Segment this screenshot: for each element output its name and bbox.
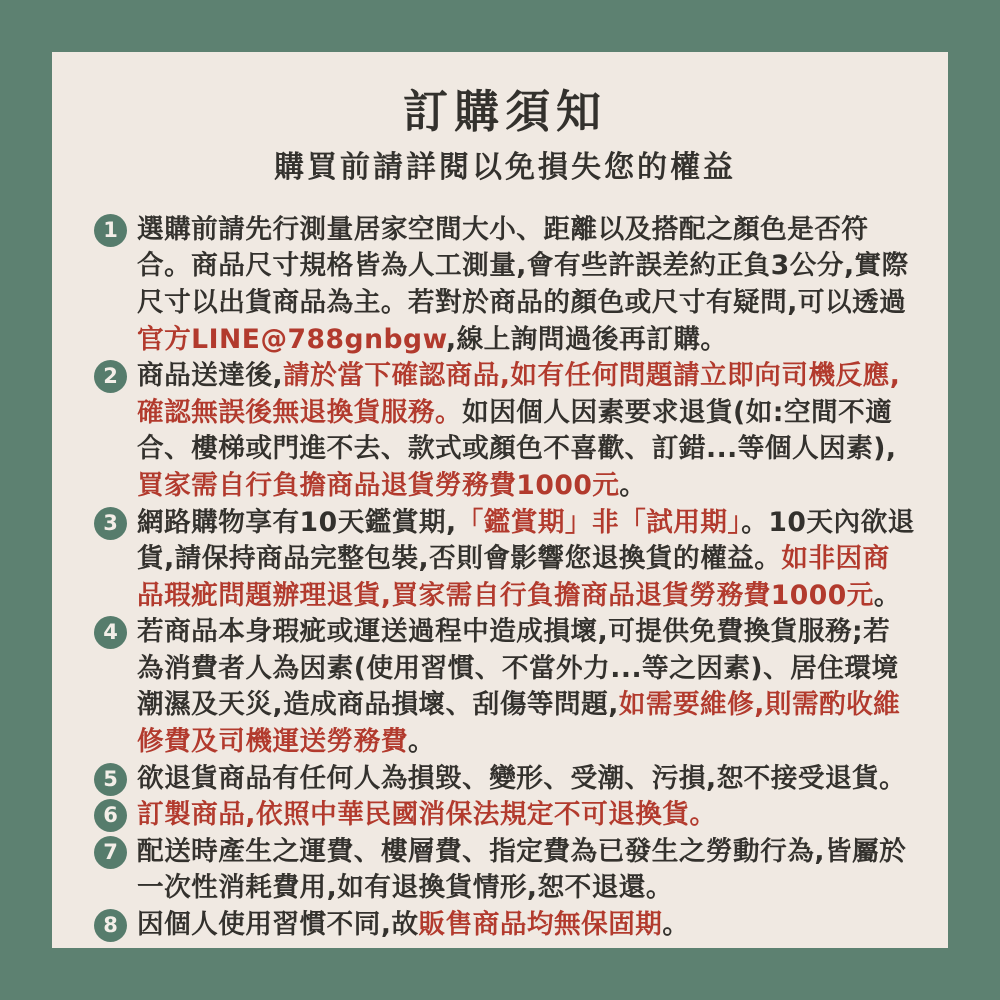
text-segment-red: 如非因商品瑕疵問題辦理退貨,買家需自行負擔商品退貨勞務費1000元 (137, 543, 890, 611)
notice-text (137, 212, 916, 358)
notice-item-1 (94, 212, 916, 358)
text-segment-black: 網路購物享有10天鑑賞期, (137, 506, 457, 538)
text-segment-red: 訂製商品,依照中華民國消保法規定不可退換貨。 (137, 799, 717, 831)
text-segment-black: 欲退貨商品有任何人為損毀、變形、受潮、污損,恕不接受退貨。 (137, 762, 907, 794)
text-segment-black: 。 (662, 909, 690, 941)
notice-item-7 (94, 834, 916, 907)
text-segment-black: 。 (873, 579, 901, 611)
notice-item-2 (94, 358, 916, 504)
notice-text (137, 614, 916, 760)
notice-text (137, 907, 689, 944)
notice-text (137, 834, 916, 907)
text-segment-red: 如需要維修,則需酌收維修費及司機運送勞務費 (137, 689, 901, 758)
notice-text (137, 797, 717, 834)
notice-item-3 (94, 505, 916, 615)
notice-text (137, 358, 916, 504)
notice-text (137, 761, 906, 798)
item-number-badge: 2 (94, 360, 127, 393)
text-segment-red: 買家需自行負擔商品退貨勞務費1000元 (137, 469, 620, 501)
item-number-badge: 8 (94, 909, 127, 942)
item-number-badge: 3 (94, 507, 127, 540)
text-segment-black: 。10天內欲退貨,請保持商品完整包裝,否則會影響您退換貨的權益。 (137, 506, 915, 575)
text-segment-black: 因個人使用習慣不同,故 (137, 909, 419, 941)
text-segment-black: 配送時產生之運費、樓層費、指定費為已發生之勞動行為,皆屬於一次性消耗費用,如有退換貨情形,恕不退還。 (137, 835, 907, 904)
text-segment-black: 選購前請先行測量居家空間大小、距離以及搭配之顏色是否符合。商品尺寸規格皆為人工測量,會有些許誤差約正負3公分,實際尺寸以出貨商品為主。若對於商品的顏色或尺寸有疑問,可以透過 (137, 213, 909, 318)
text-segment-red: 官方LINE@788gnbgw (137, 323, 446, 355)
notice-text (137, 505, 916, 615)
text-segment-black: 若商品本身瑕疵或運送過程中造成損壞,可提供免費換貨服務;若為消費者人為因素(使用習慣、不當外力...等之因素)、居住環境潮濕及天災,造成商品損壞、刮傷等問題, (137, 616, 899, 721)
notice-item-5 (94, 761, 916, 798)
item-number-badge: 5 (94, 763, 127, 796)
text-segment-red: 請於當下確認商品,如有任何問題請立即向司機反應,確認無誤後無退換貨服務。 (137, 360, 901, 428)
text-segment-black: 商品送達後, (137, 360, 284, 392)
page-title: 訂購須知 (402, 85, 607, 138)
notice-list (94, 212, 916, 944)
item-number-badge: 7 (94, 836, 127, 869)
notice-item-6 (94, 797, 916, 834)
item-number-badge: 1 (94, 214, 127, 247)
item-number-badge: 6 (94, 799, 127, 832)
text-segment-black: 。 (619, 469, 647, 501)
page-subtitle: 購買前請詳閱以免損失您的權益 (274, 149, 736, 185)
text-segment-black: 。 (407, 726, 436, 758)
text-segment-red: 「鑑賞期」非「試用期」 (456, 506, 742, 538)
notice-item-4 (94, 614, 916, 760)
notice-panel (52, 52, 948, 948)
item-number-badge: 4 (94, 616, 127, 649)
notice-item-8 (94, 907, 916, 944)
text-segment-red: 販售商品均無保固期 (418, 909, 663, 941)
text-segment-black: 如因個人因素要求退貨(如:空間不適合、樓梯或門進不去、款式或顏色不喜歡、訂錯...等個人因素), (137, 396, 897, 465)
text-segment-black: ,線上詢問過後再訂購。 (445, 323, 728, 355)
